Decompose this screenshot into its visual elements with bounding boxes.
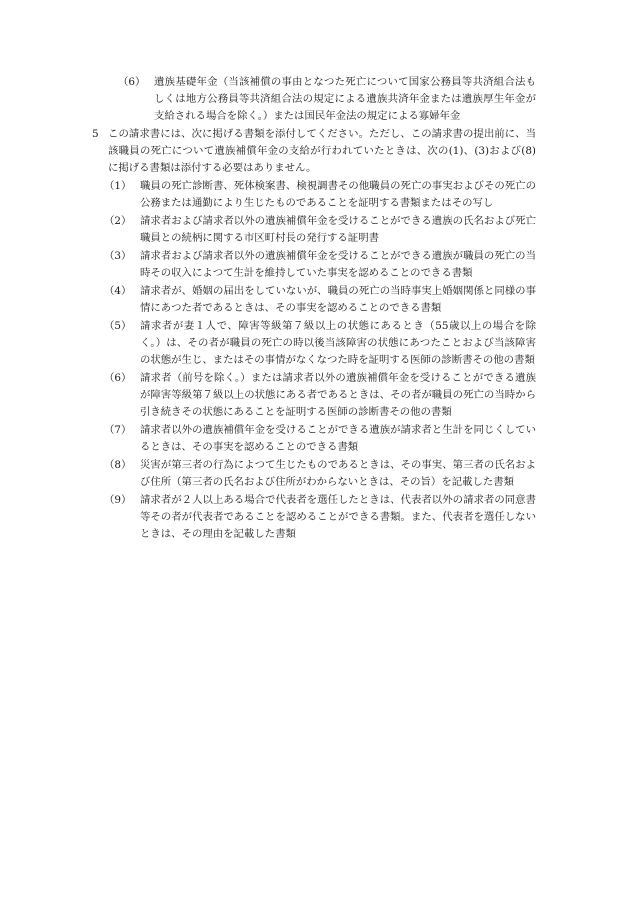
list-item-3 [104,248,536,282]
list-item-9 [104,492,536,543]
item-number: （6） [104,372,132,384]
list-item-6-basic-pension [118,74,536,125]
item-text: 災害が第三者の行為によつて生じたものであるときは、その事実、第三者の氏名および住所（第三者の氏名および住所がわからないときは、その旨）を記載した書類 [140,459,536,488]
item-text: 請求者および請求者以外の遺族補償年金を受けることができる遺族が職員の死亡の当時その収入によつて生計を維持していた事実を認めることのできる書類 [140,250,536,279]
item-number: （4） [104,285,132,297]
list-item-8 [104,457,536,491]
item-number: （1） [104,180,132,192]
list-item-5 [104,318,536,369]
item-number: （5） [104,320,132,332]
section-5-attachments [92,126,536,177]
item-text: 請求者および請求者以外の遺族補償年金を受けることができる遺族の氏名および死亡職員との続柄に関する市区町村長の発行する証明書 [140,215,536,244]
item-text: 遺族基礎年金（当該補償の事由となつた死亡について国家公務員等共済組合法もしくは地方公務員等共済組合法の規定による遺族共済年金または遺族厚生年金が支給される場合を除く。）または国民年金法の規定による寡婦年金 [154,76,536,122]
section-number: 5 [92,128,99,140]
list-item-1 [104,178,536,212]
item-text: 請求者が、婚姻の届出をしていないが、職員の死亡の当時事実上婚姻関係と同様の事情にあつた者であるときは、その事実を認めることのできる書類 [140,285,536,314]
item-text: 請求者が２人以上ある場合で代表者を選任したときは、代表者以外の請求者の同意書等その者が代表者であることを認めることができる書類。また、代表者を選任しないときは、その理由を記載した書類 [140,494,536,540]
item-text: 請求者以外の遺族補償年金を受けることができる遺族が請求者と生計を同じくしているときは、その事実を認めることのできる書類 [140,424,536,453]
list-item-7 [104,422,536,456]
item-number: （9） [104,494,132,506]
item-number: （8） [104,459,132,471]
item-number: （2） [104,215,132,227]
item-text: 請求者（前号を除く。）または請求者以外の遺族補償年金を受けることができる遺族が障害等級第７級以上の状態にある者であるときは、その者が職員の死亡の当時から引き続きその状態にあることを証明する医師の診断書その他の書類 [140,372,536,418]
item-number: （3） [104,250,132,262]
document-body [92,74,536,544]
item-number: （7） [104,424,132,436]
section-text: この請求書には、次に掲げる書類を添付してください。ただし、この請求書の提出前に、当該職員の死亡について遺族補償年金の支給が行われていたときは、次の(1)、(3)および(8)に掲げる書類は添付する必要はありません。 [108,128,536,174]
item-text: 請求者が妻１人で、障害等級第７級以上の状態にあるとき（55歳以上の場合を除く。）は、その者が職員の死亡の時以後当該障害の状態にあつたことおよび当該障害の状態が生じ、またはその事情がなくなつた時を証明する医師の診断書その他の書類 [140,320,536,366]
item-text: 職員の死亡診断書、死体検案書、検視調書その他職員の死亡の事実およびその死亡の公務または通勤により生じたものであることを証明する書類またはその写し [140,180,536,209]
list-item-2 [104,213,536,247]
list-item-6 [104,370,536,421]
item-number: （6） [118,76,146,88]
list-item-4 [104,283,536,317]
